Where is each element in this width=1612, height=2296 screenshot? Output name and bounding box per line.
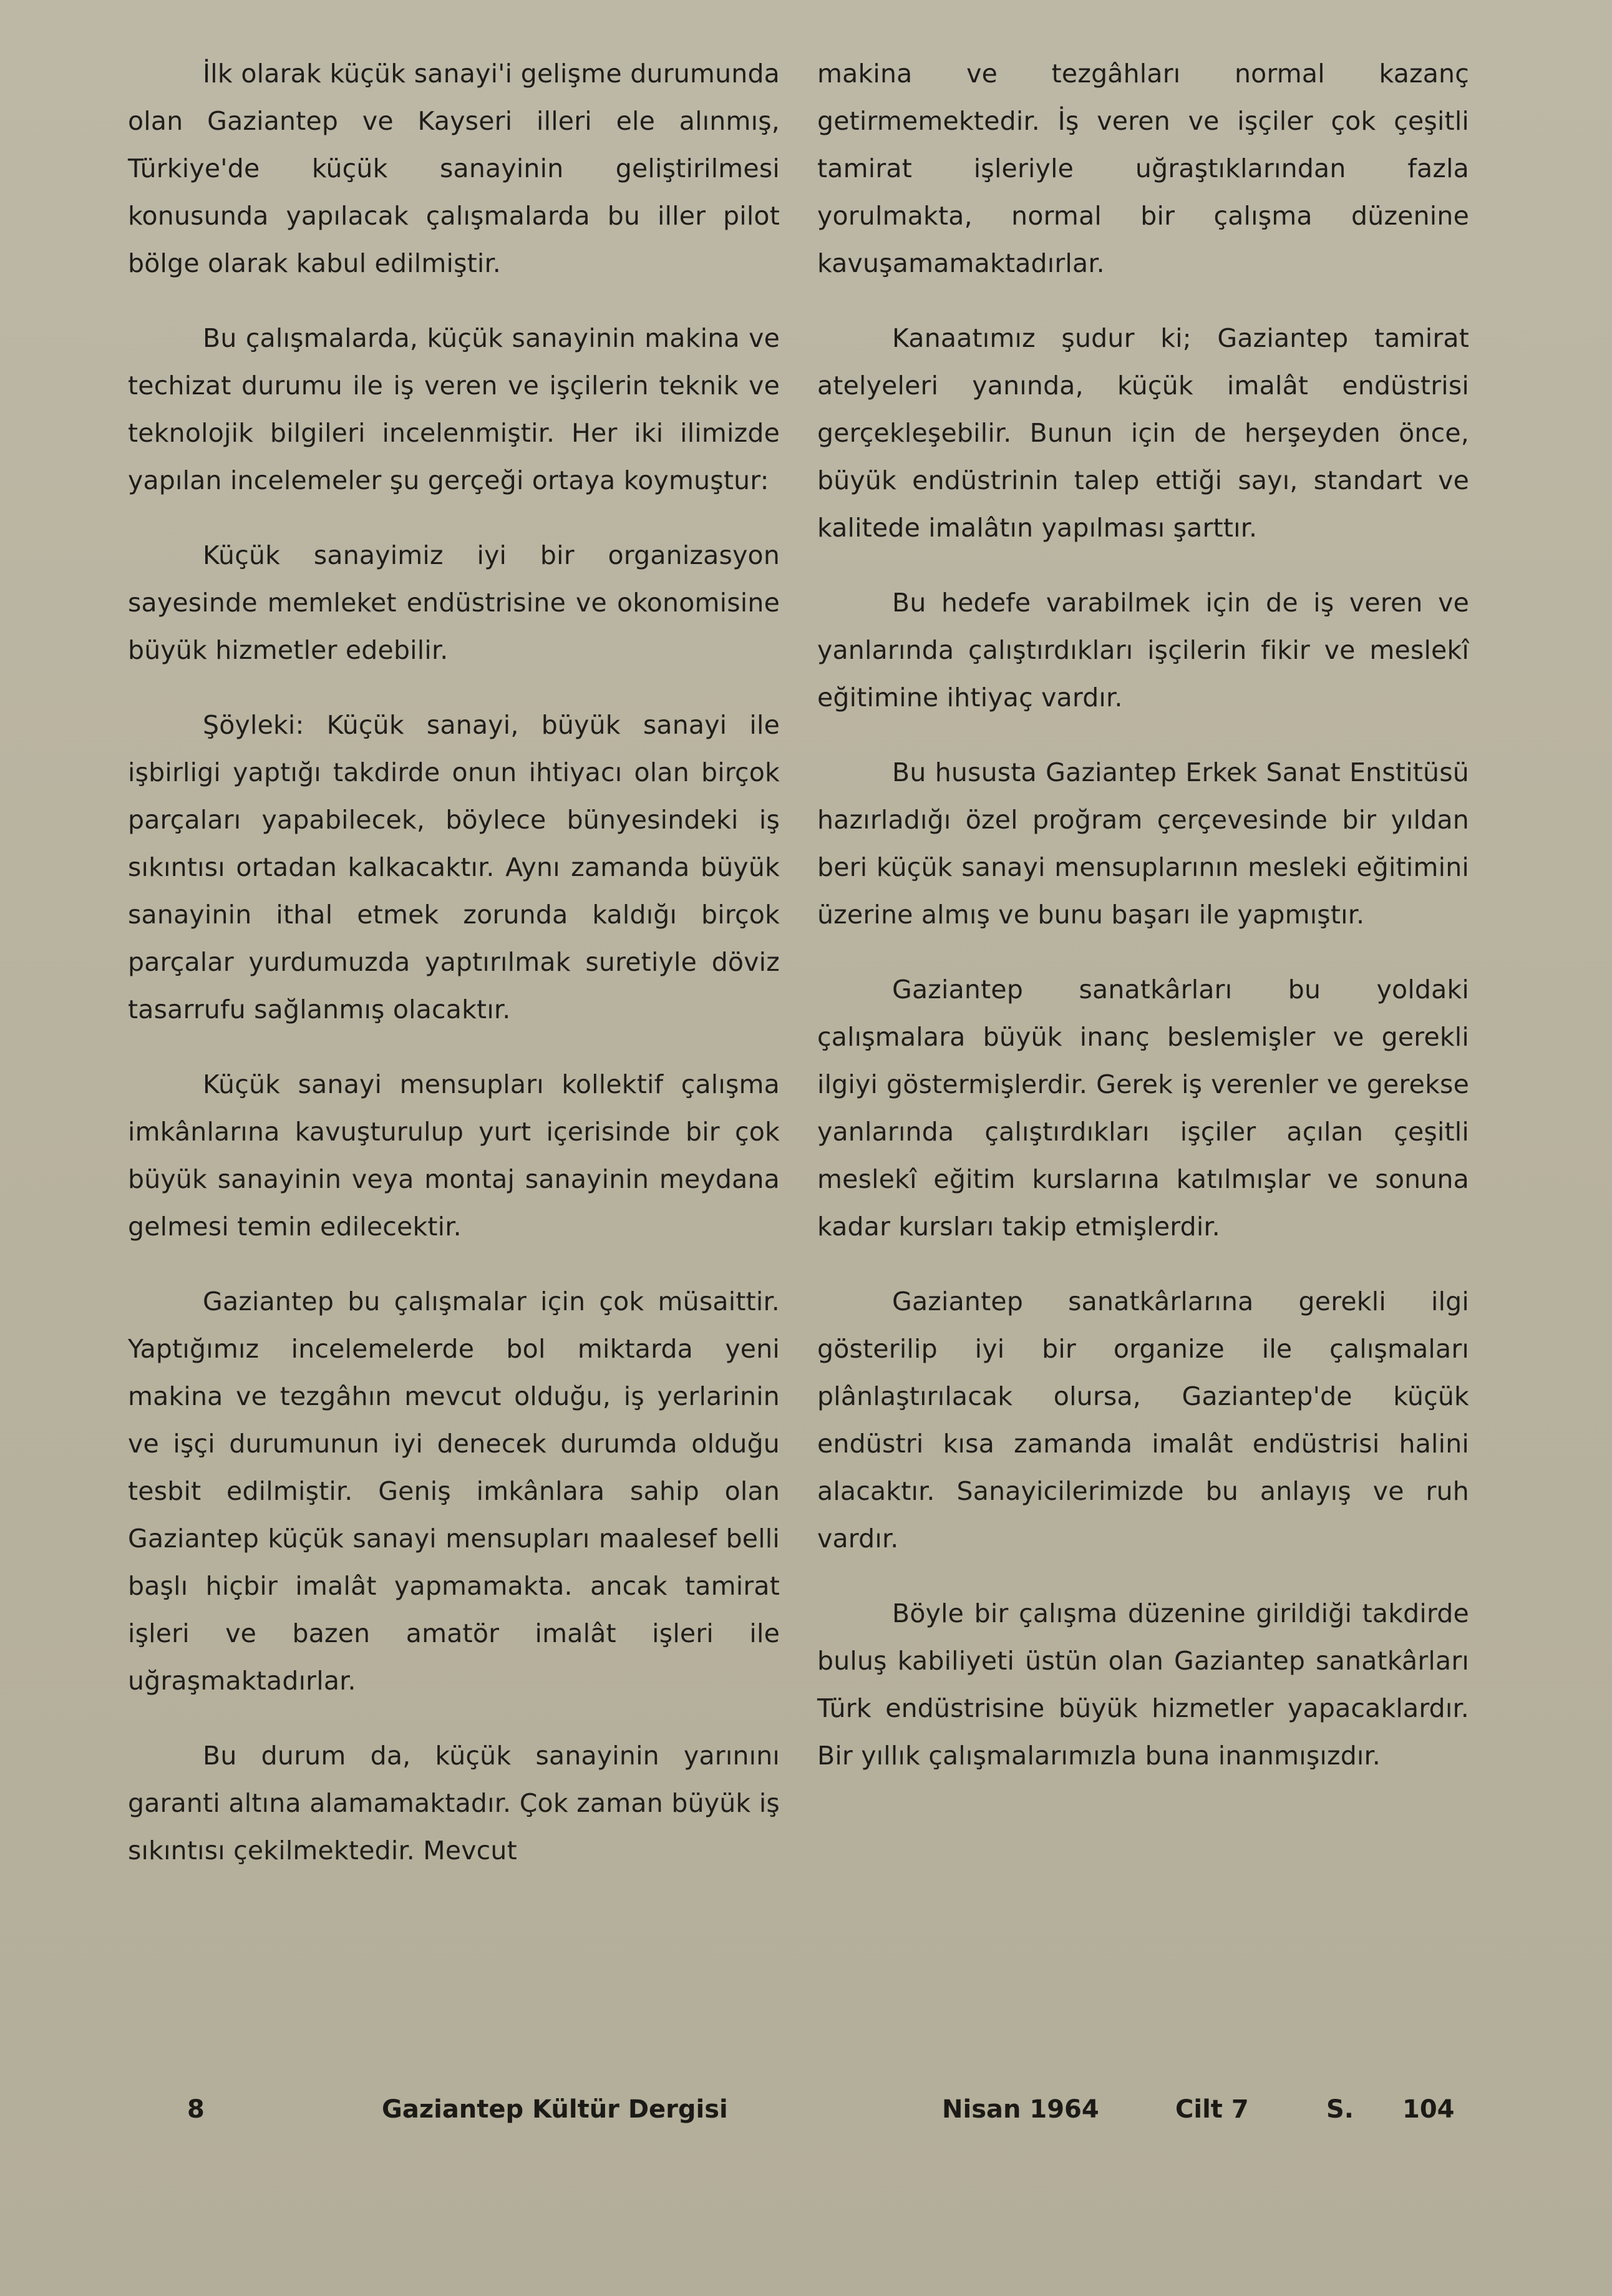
paragraph: Gaziantep sanatkârları bu yoldaki çalışmalara büyük inanç beslemişler ve gerekli ilgiyi göstermişlerdir. Gerek iş verenler ve gerekse yanlarında çalıştırdıkları işçiler açılan çeşitli meslekî eğitim kurslarına katılmışlar ve sonuna kadar kursları takip etmişlerdir.: [817, 975, 1469, 1242]
paragraph: Şöyleki: Küçük sanayi, büyük sanayi ile işbirligi yaptığı takdirde onun ihtiyacı olan birçok parçaları yapabilecek, böylece bünyesindeki iş sıkıntısı ortadan kalkacaktır. Aynı zamanda büyük sanayinin ithal etmek zorunda kaldığı birçok parçalar yurdumuzda yaptırılmak suretiyle döviz tasarrufu sağlanmış olacaktır.: [128, 710, 780, 1024]
paragraph: Kanaatımız şudur ki; Gaziantep tamirat atelyeleri yanında, küçük imalât endüstrisi gerçekleşebilir. Bunun için de herşeyden önce, büyük endüstrinin talep ettiği sayı, standart ve kalitede imalâtın yapılması şarttır.: [817, 323, 1469, 543]
paragraph: Bu hedefe varabilmek için de iş veren ve yanlarında çalıştırdıkları işçilerin fikir ve meslekî eğitimine ihtiyaç vardır.: [817, 588, 1469, 713]
issue-date: Nisan 1964: [942, 2095, 1099, 2124]
issue-number: 104: [1402, 2095, 1455, 2124]
paragraph: Böyle bir çalışma düzenine girildiği takdirde buluş kabiliyeti üstün olan Gaziantep sanatkârları Türk endüstrisine büyük hizmetler yapacaklardır. Bir yıllık çalışmalarımızla buna inanmışızdır.: [817, 1598, 1469, 1771]
paragraph: İlk olarak küçük sanayi'i gelişme durumunda olan Gaziantep ve Kayseri illeri ele alınmış, Türkiye'de küçük sanayinin geliştirilmesi konusunda yapılacak çalışmalarda bu iller pilot bölge olarak kabul edilmiştir.: [128, 59, 780, 278]
paragraph: Bu çalışmalarda, küçük sanayinin makina ve techizat durumu ile iş veren ve işçilerin teknik ve teknolojik bilgileri incelenmiştir. Her iki ilimizde yapılan incelemeler şu gerçeği ortaya koymuştur:: [128, 323, 780, 495]
volume: Cilt 7: [1175, 2095, 1249, 2124]
paragraph: Küçük sanayi mensupları kollektif çalışma imkânlarına kavuşturulup yurt içerisinde bir çok büyük sanayinin veya montaj sanayinin meydana gelmesi temin edilecektir.: [128, 1069, 780, 1242]
paragraph: makina ve tezgâhları normal kazanç getirmemektedir. İş veren ve işçiler çok çeşitli tamirat işleriyle uğraştıklarından fazla yorulmakta, normal bir çalışma düzenine kavuşamamaktadırlar.: [817, 59, 1469, 278]
page-footer: [0, 2095, 1612, 2133]
paragraph: Küçük sanayimiz iyi bir organizasyon sayesinde memleket endüstrisine ve okonomisine büyük hizmetler edebilir.: [128, 540, 780, 665]
journal-title: Gaziantep Kültür Dergisi: [382, 2095, 728, 2124]
issue-label: S.: [1326, 2095, 1354, 2124]
paragraph: Gaziantep sanatkârlarına gerekli ilgi gösterilip iyi bir organize ile çalışmaları plânlaştırılacak olursa, Gaziantep'de küçük endüstri kısa zamanda imalât endüstrisi halini alacaktır. Sanayicilerimizde bu anlayış ve ruh vardır.: [817, 1287, 1469, 1554]
page-number: 8: [187, 2095, 205, 2124]
paragraph: Gaziantep bu çalışmalar için çok müsaittir. Yaptığımız incelemelerde bol miktarda yeni makina ve tezgâhın mevcut olduğu, iş yerlarinin ve işçi durumunun iyi denecek durumda olduğu tesbit edilmiştir. Geniş imkânlara sahip olan Gaziantep küçük sanayi mensupları maalesef belli başlı hiçbir imalât yapmamakta. ancak tamirat işleri ve bazen amatör imalât işleri ile uğraşmaktadırlar.: [128, 1287, 780, 1696]
paragraph: Bu hususta Gaziantep Erkek Sanat Enstitüsü hazırladığı özel proğram çerçevesinde bir yıldan beri küçük sanayi mensuplarının mesleki eğitimini üzerine almış ve bunu başarı ile yapmıştır.: [817, 757, 1469, 930]
paragraph: Bu durum da, küçük sanayinin yarınını garanti altına alamamaktadır. Çok zaman büyük iş sıkıntısı çekilmektedir. Mevcut: [128, 1741, 780, 1865]
left-text-column: [128, 50, 780, 1874]
right-text-column: [817, 50, 1469, 1779]
